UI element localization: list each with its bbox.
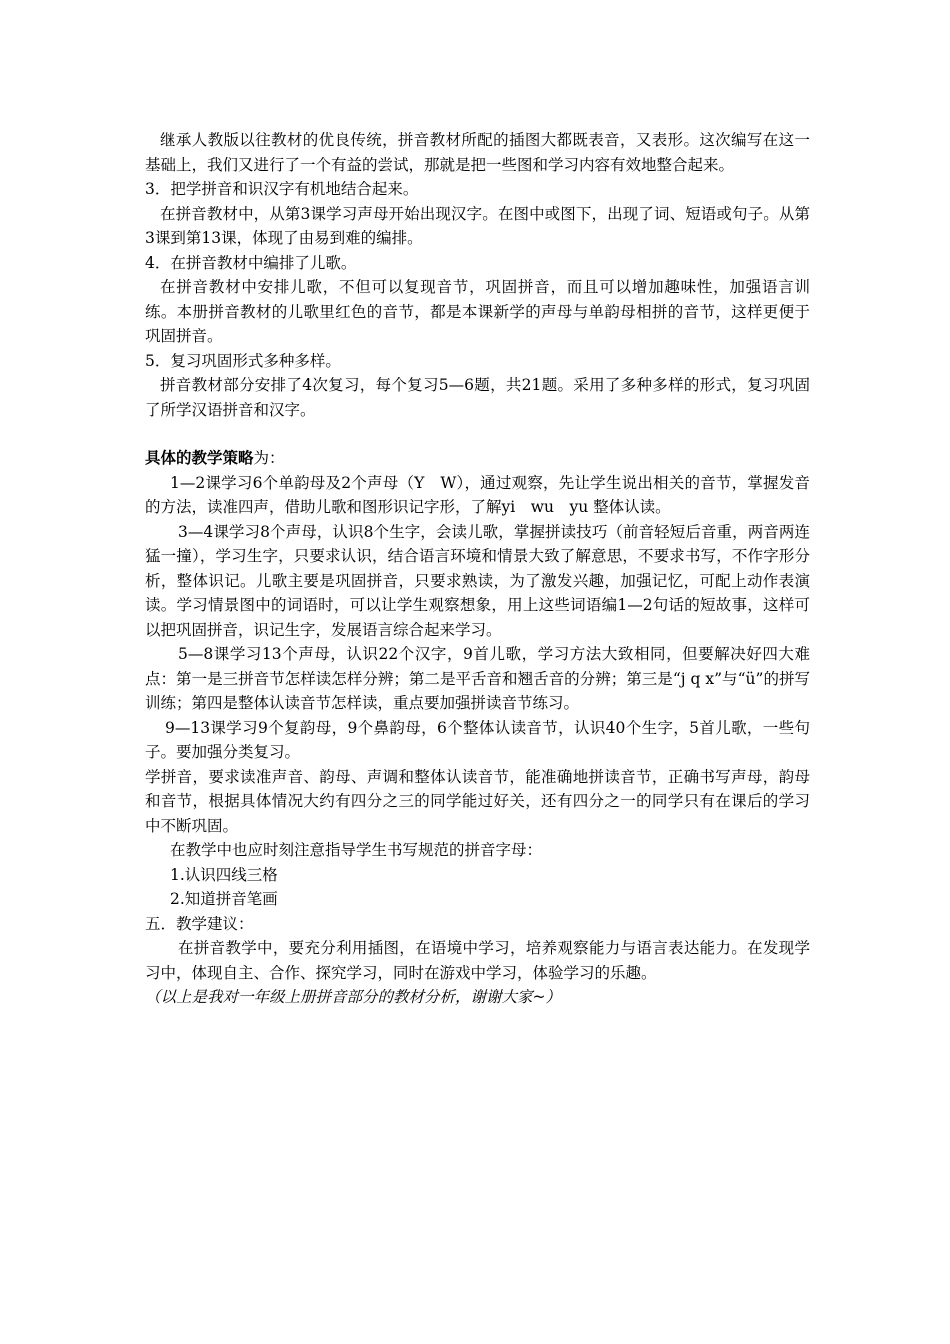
strategy-heading: [145, 446, 810, 471]
strategy-item-strokes: 2.知道拼音笔画: [170, 890, 278, 908]
blank-line: [145, 422, 810, 446]
paragraph-illustrations: 继承人教版以往教材的优良传统，拼音教材所配的插图大都既表音，又表形。这次编写在这一基础上，我们又进行了一个有益的尝试，那就是把一些图和学习内容有效地整合起来。: [145, 131, 810, 174]
strategy-heading-bold: 具体的教学策略: [145, 448, 254, 467]
strategy-writing-guidance: 在教学中也应时刻注意指导学生书写规范的拼音字母：: [170, 841, 543, 859]
strategy-lessons-1-2: 1—2课学习6个单韵母及2个声母（Y W），通过观察，先让学生说出相关的音节，掌握发音的方法，读准四声，借助儿歌和图形识记字形，了解yi wu yu 整体认读。: [145, 473, 810, 516]
strategy-lessons-3-4: 3—4课学习8个声母，认识8个生字，会读儿歌，掌握拼读技巧（前音轻短后音重，两音两连猛一撞），学习生字，只要求认识，结合语言环境和情景大致了解意思，不要求书写，不作字形分析，整体识记。儿歌主要是巩固拼音，只要求熟读，为了激发兴趣，加强记忆，可配上动作表演读。学习情景图中的词语时，可以让学生观察想象，用上这些词语编1—2句话的短故事，这样可以把巩固拼音，识记生字，发展语言综合起来学习。: [145, 522, 810, 639]
document-page: [145, 128, 810, 1010]
heading-point-3: 3．把学拼音和识汉字有机地结合起来。: [145, 180, 419, 198]
suggestions-heading: 五．教学建议：: [145, 914, 254, 933]
strategy-lessons-5-8: 5—8课学习13个声母，认识22个汉字，9首儿歌，学习方法大致相同，但要解决好四大难点：第一是三拼音节怎样读怎样分辨；第二是平舌音和翘舌音的分辨；第三是“j q x”与“ü”的拼写训练；第四是整体认读音节怎样读，重点要加强拼读音节练习。: [145, 645, 810, 712]
paragraph-characters: 在拼音教材中，从第3课学习声母开始出现汉字。在图中或图下，出现了词、短语或句子。从第3课到第13课，体现了由易到难的编排。: [145, 204, 810, 247]
heading-point-4: 4．在拼音教材中编排了儿歌。: [145, 253, 357, 272]
strategy-item-four-lines: 1.认识四线三格: [170, 865, 278, 884]
paragraph-review: 拼音教材部分安排了4次复习，每个复习5—6题，共21题。采用了多种多样的形式，复习巩固了所学汉语拼音和汉字。: [145, 376, 810, 419]
closing-remark: （以上是我对一年级上册拼音部分的教材分析，谢谢大家~）: [145, 988, 561, 1006]
suggestions-text: 在拼音教学中，要充分利用插图，在语境中学习，培养观察能力与语言表达能力。在发现学习中，体现自主、合作、探究学习，同时在游戏中学习，体验学习的乐趣。: [145, 939, 810, 982]
paragraph-rhymes: 在拼音教材中安排儿歌，不但可以复现音节，巩固拼音，而且可以增加趣味性，加强语言训练。本册拼音教材的儿歌里红色的音节，都是本课新学的声母与单韵母相拼的音节，这样更便于巩固拼音。: [145, 278, 810, 345]
strategy-requirements: 学拼音，要求读准声音、韵母、声调和整体认读音节，能准确地拼读音节，正确书写声母，韵母和音节，根据具体情况大约有四分之三的同学能过好关，还有四分之一的同学只有在课后的学习中不断巩固。: [145, 767, 810, 835]
strategy-lessons-9-13: 9—13课学习9个复韵母，9个鼻韵母，6个整体认读音节，认识40个生字，5首儿歌，一些句子。要加强分类复习。: [145, 718, 810, 761]
heading-point-5: 5．复习巩固形式多种多样。: [145, 351, 341, 370]
strategy-heading-rest: 为：: [253, 449, 285, 467]
